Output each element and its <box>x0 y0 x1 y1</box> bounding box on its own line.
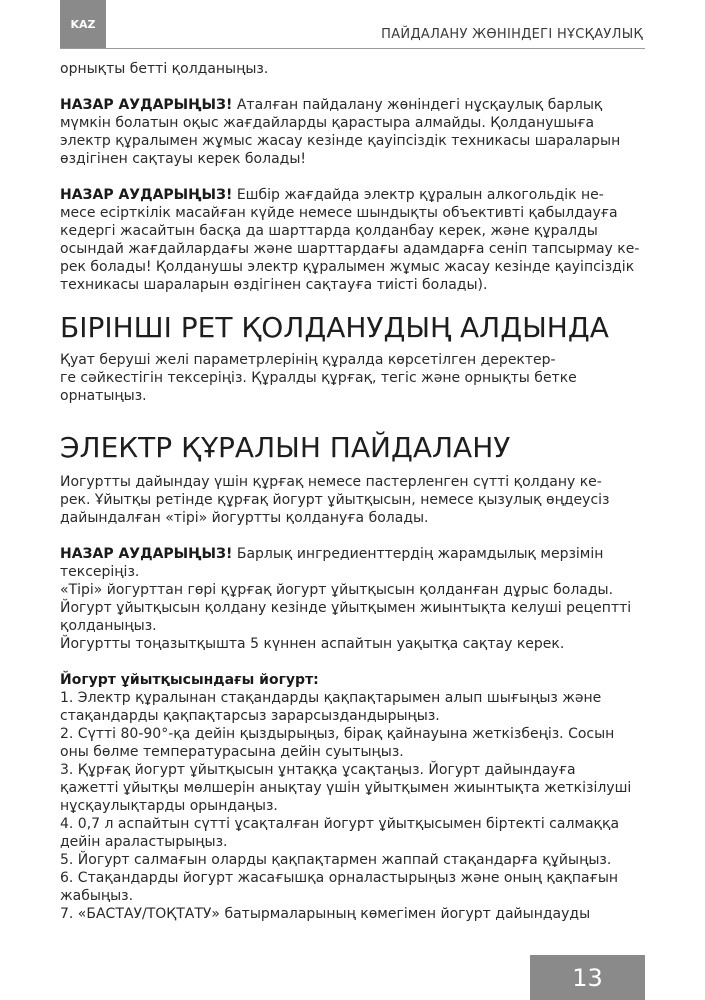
warning-label: НАЗАР АУДАРЫҢЫЗ! <box>60 546 233 562</box>
page-number: 13 <box>572 963 603 992</box>
language-code: KAZ <box>70 17 96 31</box>
header-divider <box>60 48 645 49</box>
language-tab <box>60 0 106 48</box>
steps-subtitle: Йогурт ұйытқысындағы йогурт: <box>60 672 319 688</box>
section-first-use-body: Қуат беруші желі параметрлерінің құралда көрсетілген деректер- ге сәйкестігін тексеріңіз. Құралды құрғақ, тегіс және орнықты бетке орнатыңыз. <box>60 352 577 404</box>
usage-warning-block: НАЗАР АУДАРЫҢЫЗ! Барлық ингредиенттердің жарамдылық мерзімін тексеріңіз. «Тірі» йогурттан гөрі құрғақ йогурт ұйытқысын қолданған дұрыс болады. Йогурт ұйытқысын қолдану кезінде ұйытқымен жиынтықта келуші рецептті қолданыңыз. Йогуртты тоңазытқышта 5 күннен аспайтын уақытқа сақтау керек. <box>60 546 632 652</box>
paragraph-continuation: орнықты бетті қолданыңыз. <box>60 61 269 77</box>
section-heading-first-use: БІРІНШІ РЕТ ҚОЛДАНУДЫҢ АЛДЫНДА <box>60 311 609 344</box>
warning-block-1: НАЗАР АУДАРЫҢЫЗ! Аталған пайдалану жөніндегі нұсқаулық барлық мүмкін болатын оқыс жағдайларды қарастыра алмайды. Қолданушыға электр құралымен жұмыс жасау кезінде қауіпсіздік техникасы шараларын өздігінен сақтауы керек болады! <box>60 97 621 167</box>
warning-label: НАЗАР АУДАРЫҢЫЗ! <box>60 97 233 113</box>
section-usage-intro: Иогуртты дайындау үшін құрғақ немесе пастерленген сүтті қолдану ке- рек. Ұйытқы ретінде құрғақ йогурт ұйытқысын, немесе қызулық өңдеусіз дайындалған «тірі» йогуртты қолдануға болады. <box>60 474 610 526</box>
section-heading-usage: ЭЛЕКТР ҚҰРАЛЫН ПАЙДАЛАНУ <box>60 431 511 464</box>
warning-block-2: НАЗАР АУДАРЫҢЫЗ! Ешбір жағдайда электр құралын алкогольдік не- месе есірткілік масайған күйде немесе шындықты объективті қабылдауға кедергі жасайтын басқа да шарттарда қолданбау керек, және құралды осындай жағдайлардағы және шарттардағы адамдарға сеніп тапсырмау ке- рек болады! Қолданушы электр құралымен жұмыс жасау кезінде қауіпсіздік техникасы шараларын өздігінен сақтауға тиісті болады). <box>60 187 640 293</box>
page-content <box>60 60 645 923</box>
page-number-tab <box>530 955 645 1000</box>
yogurt-steps: Йогурт ұйытқысындағы йогурт: 1. Электр құралынан стақандарды қақпақтарымен алып шығыңыз және стақандарды қақпақтарсыз зарарсыздандырыңыз. 2. Сүтті 80-90°-қа дейін қыздырыңыз, бірақ қайнауына жеткізбеңіз. Сосын оны бөлме температурасына дейін суытыңыз. 3. Құрғақ йогурт ұйытқысын ұнтаққа ұсақтаңыз. Йогурт дайындауға қажетті ұйытқы мөлшерін анықтау үшін ұйытқымен жиынтықта жеткізілуші нұсқаулықтарды орындаңыз. 4. 0,7 л аспайтын сүтті ұсақталған йогурт ұйытқысымен біртекті салмаққа дейін араластырыңыз. 5. Йогурт салмағын оларды қақпақтармен жаппай стақандарға құйыңыз. 6. Стақандарды йогурт жасағышқа орналастырыңыз және оның қақпағын жабыңыз. 7. «БАСТАУ/ТОҚТАТУ» батырмаларының көмегімен йогурт дайындауды <box>60 672 632 922</box>
warning-label: НАЗАР АУДАРЫҢЫЗ! <box>60 187 233 203</box>
header-title: ПАЙДАЛАНУ ЖӨНІНДЕГІ НҰСҚАУЛЫҚ <box>381 27 643 42</box>
